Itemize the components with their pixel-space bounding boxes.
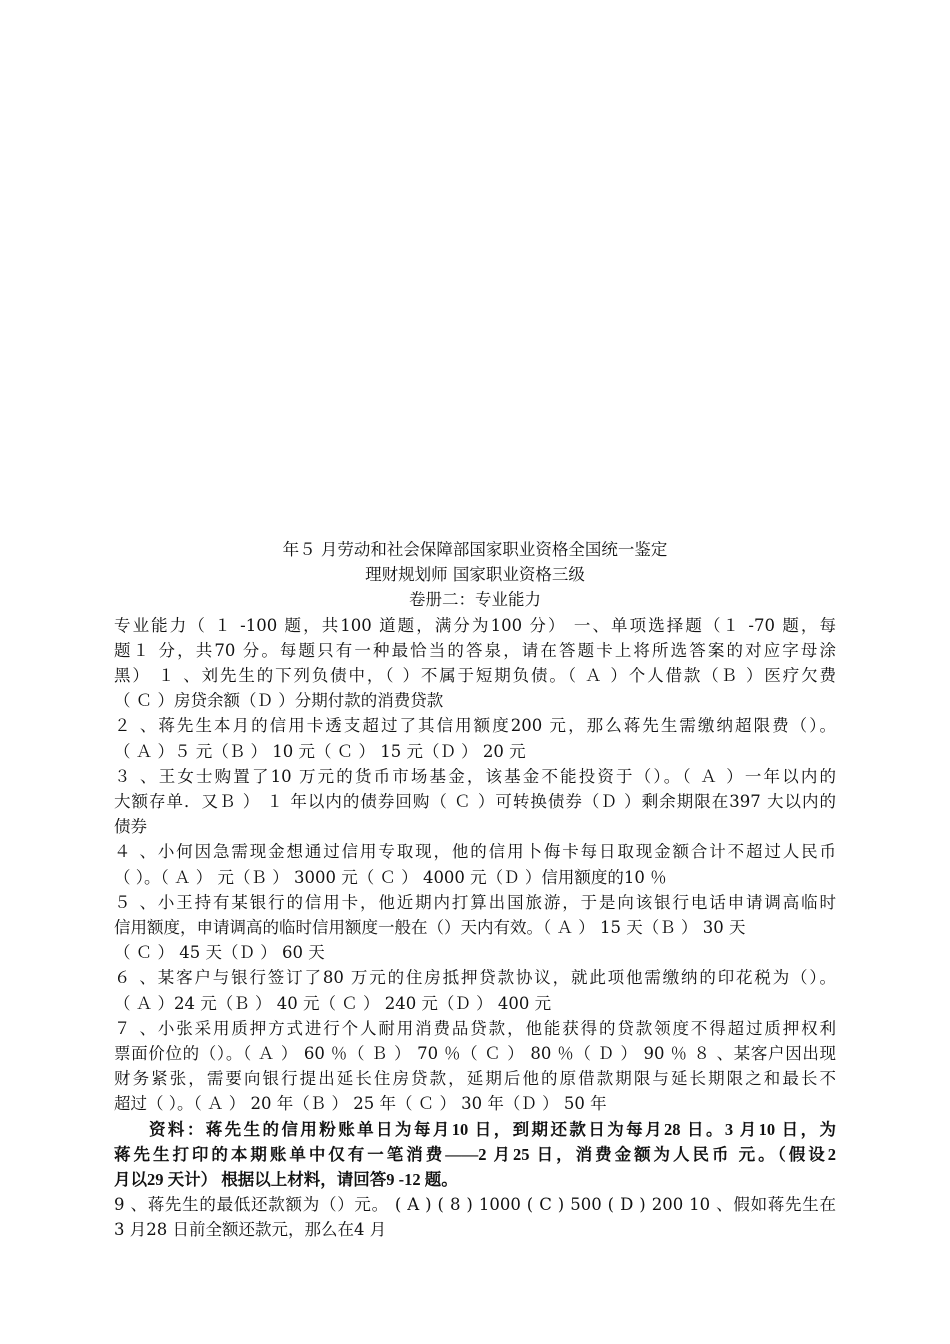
body-line: 大额存单．又Ｂ ） １ 年以内的债券回购（ Ｃ ）可转换债券（Ｄ ）剩余期限在397 大以内的 [114, 792, 836, 812]
volume-title: 卷册二：专业能力 [409, 590, 541, 610]
body-line: 票面价位的（）。（ Ａ ） 60 ％（ Ｂ ） 70 ％（ Ｃ ） 80 ％（ Ｄ ） 90 ％ ８ 、某客户因出现 [114, 1044, 836, 1064]
body-line: ４ 、小何因急需现金想通过信用专取现，他的信用卜侮卡每日取现金额合计不超过人民币 [114, 842, 836, 862]
body-line: 财务紧张，需要向银行提出延长住房贷款，延期后他的原借款期限与延长期限之和最长不 [114, 1069, 836, 1089]
exam-title: 年５ 月劳动和社会保障部国家职业资格全国统一鉴定 [282, 540, 668, 559]
body-line: （ Ａ ）24 元（Ｂ ） 40 元（ Ｃ ） 240 元（Ｄ ） 400 元 [114, 993, 552, 1013]
body-line: （ Ｃ ） 45 天（Ｄ ） 60 天 [114, 943, 325, 963]
material-line: 蒋先生打印的本期账单中仅有一笔消费——2 月25 日，消费金额为人民币 元。（假设2 [114, 1144, 836, 1164]
document-content [114, 537, 836, 1243]
body-line: ６ 、某客户与银行签订了80 万元的住房抵押贷款协议，就此项他需缴纳的印花税为（）。 [114, 968, 836, 988]
body-line: 9 、蒋先生的最低还款额为（）元。 ( A ) ( 8 ) 1000 ( C ) 500 ( D ) 200 10 、假如蒋先生在 [114, 1195, 836, 1215]
material-line: 月以29 天计） 根据以上材料，请回答9 -12 题。 [114, 1170, 458, 1190]
body-line: ７ 、小张采用质押方式进行个人耐用消费品贷款，他能获得的贷款领度不得超过质押权利 [114, 1018, 836, 1038]
body-line: 题１ 分，共70 分。每题只有一种最恰当的答泉，请在答题卡上将所选答案的对应字母涂 [114, 640, 836, 660]
body-line: （ Ｃ ）房贷余额（Ｄ ）分期付款的消费贷款 [114, 691, 444, 711]
body-line: 信用额度，申请调高的临时信用额度一般在（）天内有效。（ Ａ ） 15 天（Ｂ ） 30 天 [114, 918, 746, 938]
body-line: ２ 、蒋先生本月的信用卡透支超过了其信用额度200 元，那么蒋先生需缴纳超限费（）。 [114, 716, 836, 736]
body-line: ３ 、王女士购置了10 万元的货币市场基金，该基金不能投资于（）。（ Ａ ）一年以内的 [114, 766, 836, 786]
body-line: ５ 、小王持有某银行的信用卡，他近期内打算出国旅游，于是向该银行电话申请调高临时 [114, 892, 836, 912]
body-line: 3 月28 日前全额还款元，那么在4 月 [114, 1220, 387, 1240]
body-line: （ ）。（ Ａ ） 元（Ｂ ） 3000 元（ Ｃ ） 4000 元（Ｄ ）信用额度的10 ％ [114, 867, 667, 887]
exam-subtitle: 理财规划师 国家职业资格三级 [365, 565, 585, 585]
body-line: （ Ａ ）５ 元（Ｂ ） 10 元（ Ｃ ） 15 元（Ｄ ） 20 元 [114, 741, 526, 761]
body-line: 专业能力（ １ -100 题，共100 道题，满分为100 分） 一、单项选择题（１ -70 题，每 [114, 615, 836, 635]
body-line: 黑） １ 、刘先生的下列负债中，（ ）不属于短期负债。（ Ａ ）个人借款（Ｂ ）医疗欠费 [114, 666, 836, 686]
material-line: 资料：蒋先生的信用粉账单日为每月10 日，到期还款日为每月28 日。3 月10 日，为 [149, 1119, 836, 1139]
body-line: 债券 [114, 817, 147, 837]
body-line: 超过（ ）。（ Ａ ） 20 年（Ｂ ） 25 年（ Ｃ ） 30 年（Ｄ ） 50 年 [114, 1094, 607, 1114]
